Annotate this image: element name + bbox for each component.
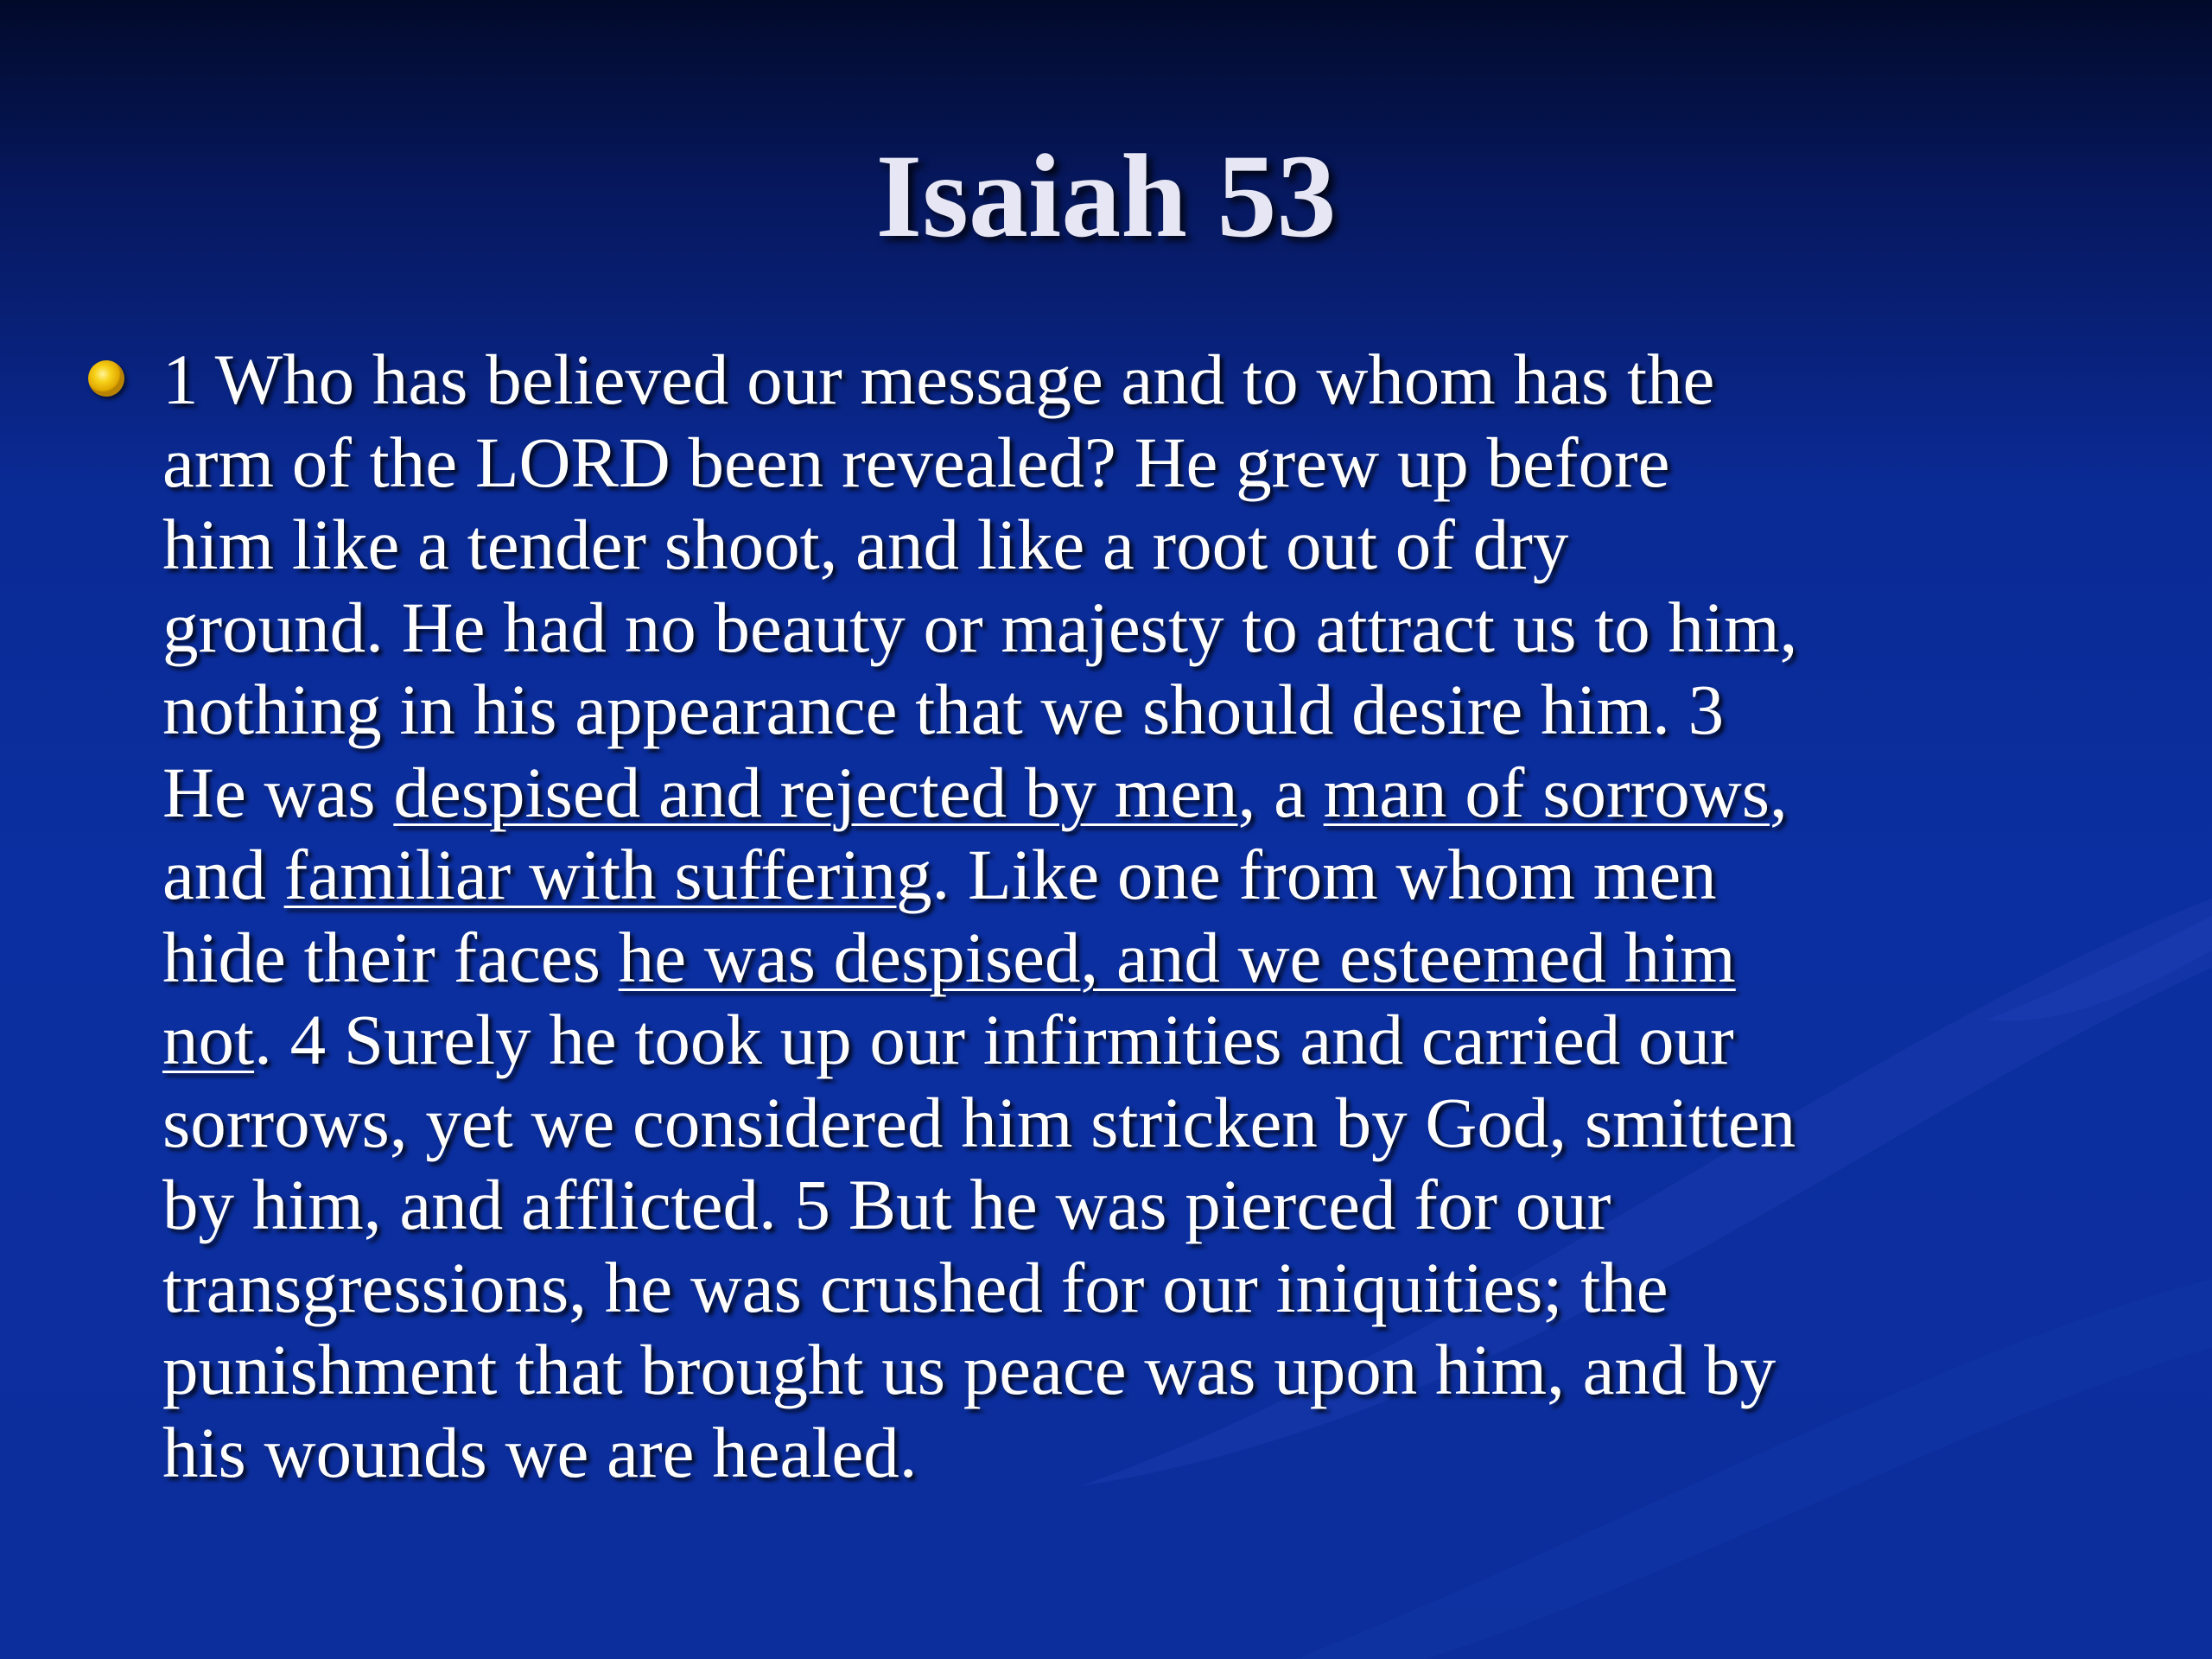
- passage-text: punishment that brought us peace was upon him, and by: [162, 1330, 1777, 1409]
- slide-title: Isaiah 53: [875, 130, 1337, 262]
- passage-line: [162, 422, 2150, 505]
- underlined-phrase: familiar with suffering: [283, 835, 932, 914]
- passage-text: , a: [1237, 752, 1324, 832]
- passage-line: [162, 752, 2150, 835]
- passage-line: [162, 1082, 2150, 1165]
- passage-text: 1 Who has believed our message and to whom has the: [162, 340, 1715, 419]
- passage-text: ,: [1770, 752, 1788, 832]
- passage-text: him like a tender shoot, and like a root out of dry: [162, 505, 1569, 584]
- passage-line: [162, 669, 2150, 752]
- passage-line: [162, 999, 2150, 1082]
- passage-text: nothing in his appearance that we should desire him. 3: [162, 670, 1725, 749]
- passage-line: [162, 834, 2150, 917]
- passage-text: hide their faces: [162, 917, 619, 997]
- passage-line: [162, 339, 2150, 422]
- underlined-phrase: not: [162, 1000, 255, 1079]
- underlined-phrase: man of sorrows: [1323, 752, 1770, 832]
- passage-text: ground. He had no beauty or majesty to attract us to him,: [162, 587, 1798, 667]
- passage-line: [162, 1247, 2150, 1330]
- passage-text: . 4 Surely he took up our infirmities and carried our: [254, 1000, 1734, 1079]
- passage-line: [162, 1412, 2150, 1495]
- passage-text: arm of the LORD been revealed? He grew up before: [162, 422, 1670, 502]
- passage-line: [162, 1164, 2150, 1247]
- passage-line: [162, 504, 2150, 587]
- passage-text: his wounds we are healed.: [162, 1412, 918, 1492]
- passage-line: [162, 917, 2150, 1000]
- scripture-passage: [162, 339, 2150, 1494]
- bullet-icon: [88, 360, 124, 397]
- passage-text: . Like one from whom men: [931, 835, 1717, 914]
- underlined-phrase: he was despised, and we esteemed him: [618, 917, 1736, 997]
- passage-text: sorrows, yet we considered him stricken by God, smitten: [162, 1082, 1796, 1162]
- passage-text: and: [162, 835, 284, 914]
- passage-line: [162, 1329, 2150, 1412]
- passage-line: [162, 587, 2150, 670]
- passage-text: transgressions, he was crushed for our iniquities; the: [162, 1247, 1669, 1327]
- passage-text: by him, and afflicted. 5 But he was pierced for our: [162, 1165, 1611, 1244]
- underlined-phrase: despised and rejected by men: [393, 752, 1238, 832]
- passage-text: He was: [162, 752, 394, 832]
